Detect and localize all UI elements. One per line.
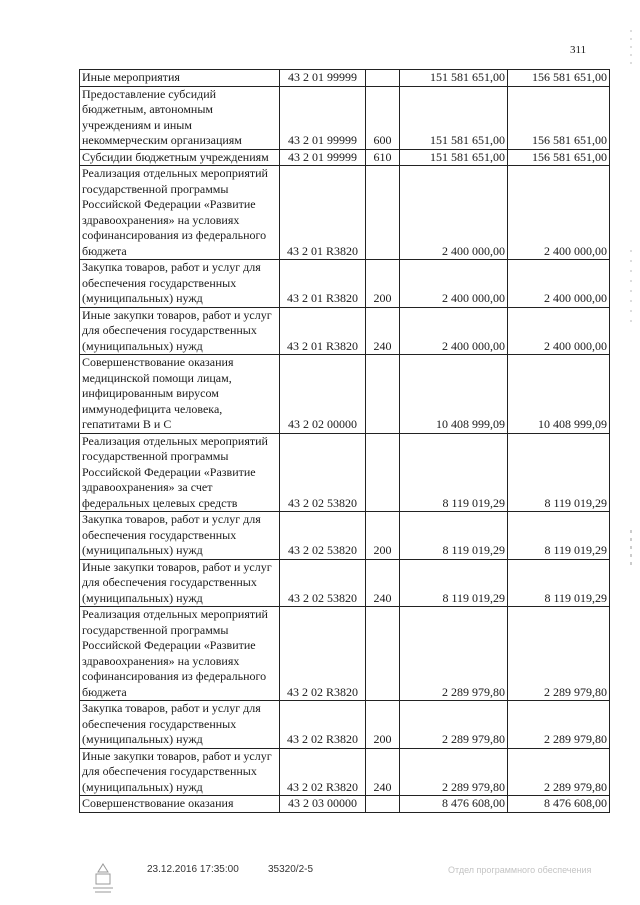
table-row: [80, 796, 610, 813]
table-row: [80, 701, 610, 749]
row-csr-code: 43 2 03 00000: [280, 796, 366, 813]
row-expense-type: [366, 355, 400, 434]
row-expense-type: 240: [366, 307, 400, 355]
row-amount-b: 8 119 019,29: [508, 433, 610, 512]
table-row: [80, 166, 610, 260]
row-csr-code: 43 2 02 53820: [280, 433, 366, 512]
row-amount-b: 8 476 608,00: [508, 796, 610, 813]
row-name: Реализация отдельных мероприятий государственной программы Российской Федерации «Развитие здравоохранения» на условиях софинансирования из федерального бюджета: [80, 166, 280, 260]
row-name: Закупка товаров, работ и услуг для обеспечения государственных (муниципальных) нужд: [80, 701, 280, 749]
row-csr-code: 43 2 01 R3820: [280, 166, 366, 260]
table-row: [80, 433, 610, 512]
table-row: [80, 307, 610, 355]
row-expense-type: 200: [366, 512, 400, 560]
row-amount-b: 2 289 979,80: [508, 701, 610, 749]
row-amount-a: 151 581 651,00: [400, 149, 508, 166]
row-expense-type: 240: [366, 748, 400, 796]
row-expense-type: [366, 166, 400, 260]
row-expense-type: [366, 796, 400, 813]
row-amount-a: 10 408 999,09: [400, 355, 508, 434]
row-expense-type: [366, 607, 400, 701]
row-name: Реализация отдельных мероприятий государственной программы Российской Федерации «Развитие здравоохранения» за счет федеральных целевых средств: [80, 433, 280, 512]
row-amount-a: 8 119 019,29: [400, 559, 508, 607]
row-amount-b: 2 289 979,80: [508, 748, 610, 796]
table-row: [80, 748, 610, 796]
document-stamp-icon: [88, 862, 118, 896]
row-csr-code: 43 2 02 53820: [280, 512, 366, 560]
row-name: Субсидии бюджетным учреждениям: [80, 149, 280, 166]
row-expense-type: 600: [366, 86, 400, 149]
row-csr-code: 43 2 01 99999: [280, 86, 366, 149]
footer-faint-text: Отдел программного обеспечения: [448, 865, 592, 875]
row-csr-code: 43 2 01 99999: [280, 70, 366, 87]
scan-edge-marks: [628, 30, 634, 870]
row-amount-b: 8 119 019,29: [508, 559, 610, 607]
row-name: Совершенствование оказания медицинской помощи лицам, инфицированным вирусом иммунодефицита человека, гепатитами В и С: [80, 355, 280, 434]
row-name: Предоставление субсидий бюджетным, автономным учреждениям и иным некоммерческим организациям: [80, 86, 280, 149]
row-csr-code: 43 2 02 00000: [280, 355, 366, 434]
row-name: Иные закупки товаров, работ и услуг для обеспечения государственных (муниципальных) нужд: [80, 307, 280, 355]
row-name: Иные закупки товаров, работ и услуг для обеспечения государственных (муниципальных) нужд: [80, 748, 280, 796]
row-amount-a: 151 581 651,00: [400, 86, 508, 149]
budget-table: [79, 69, 610, 813]
row-amount-b: 2 400 000,00: [508, 260, 610, 308]
page-number: 311: [570, 44, 587, 56]
row-amount-b: 2 400 000,00: [508, 166, 610, 260]
row-csr-code: 43 2 01 R3820: [280, 307, 366, 355]
row-amount-a: 2 400 000,00: [400, 166, 508, 260]
row-expense-type: 240: [366, 559, 400, 607]
row-amount-a: 2 400 000,00: [400, 260, 508, 308]
row-amount-b: 156 581 651,00: [508, 149, 610, 166]
table-row: [80, 607, 610, 701]
row-expense-type: 610: [366, 149, 400, 166]
row-amount-a: 8 476 608,00: [400, 796, 508, 813]
table-row: [80, 149, 610, 166]
row-amount-b: 2 400 000,00: [508, 307, 610, 355]
row-amount-a: 2 289 979,80: [400, 607, 508, 701]
table-row: [80, 355, 610, 434]
row-name: Закупка товаров, работ и услуг для обеспечения государственных (муниципальных) нужд: [80, 260, 280, 308]
row-csr-code: 43 2 02 R3820: [280, 748, 366, 796]
row-expense-type: 200: [366, 260, 400, 308]
row-amount-b: 156 581 651,00: [508, 86, 610, 149]
row-amount-a: 2 289 979,80: [400, 748, 508, 796]
table-row: [80, 86, 610, 149]
row-csr-code: 43 2 01 R3820: [280, 260, 366, 308]
table-row: [80, 70, 610, 87]
footer-document-code: 35320/2-5: [268, 864, 314, 875]
row-amount-a: 8 119 019,29: [400, 433, 508, 512]
row-name: Реализация отдельных мероприятий государственной программы Российской Федерации «Развитие здравоохранения» на условиях софинансирования из федерального бюджета: [80, 607, 280, 701]
row-expense-type: [366, 70, 400, 87]
row-amount-a: 8 119 019,29: [400, 512, 508, 560]
row-amount-a: 151 581 651,00: [400, 70, 508, 87]
table-row: [80, 260, 610, 308]
row-csr-code: 43 2 02 R3820: [280, 701, 366, 749]
row-name: Закупка товаров, работ и услуг для обеспечения государственных (муниципальных) нужд: [80, 512, 280, 560]
row-name: Иные мероприятия: [80, 70, 280, 87]
row-expense-type: 200: [366, 701, 400, 749]
page-footer: [0, 862, 640, 902]
row-amount-a: 2 400 000,00: [400, 307, 508, 355]
row-csr-code: 43 2 02 53820: [280, 559, 366, 607]
row-amount-b: 2 289 979,80: [508, 607, 610, 701]
row-name: Иные закупки товаров, работ и услуг для обеспечения государственных (муниципальных) нужд: [80, 559, 280, 607]
row-name: Совершенствование оказания: [80, 796, 280, 813]
row-amount-b: 156 581 651,00: [508, 70, 610, 87]
row-amount-b: 10 408 999,09: [508, 355, 610, 434]
row-expense-type: [366, 433, 400, 512]
row-csr-code: 43 2 01 99999: [280, 149, 366, 166]
table-row: [80, 512, 610, 560]
row-amount-a: 2 289 979,80: [400, 701, 508, 749]
row-csr-code: 43 2 02 R3820: [280, 607, 366, 701]
row-amount-b: 8 119 019,29: [508, 512, 610, 560]
footer-timestamp: 23.12.2016 17:35:00: [147, 864, 239, 875]
table-row: [80, 559, 610, 607]
